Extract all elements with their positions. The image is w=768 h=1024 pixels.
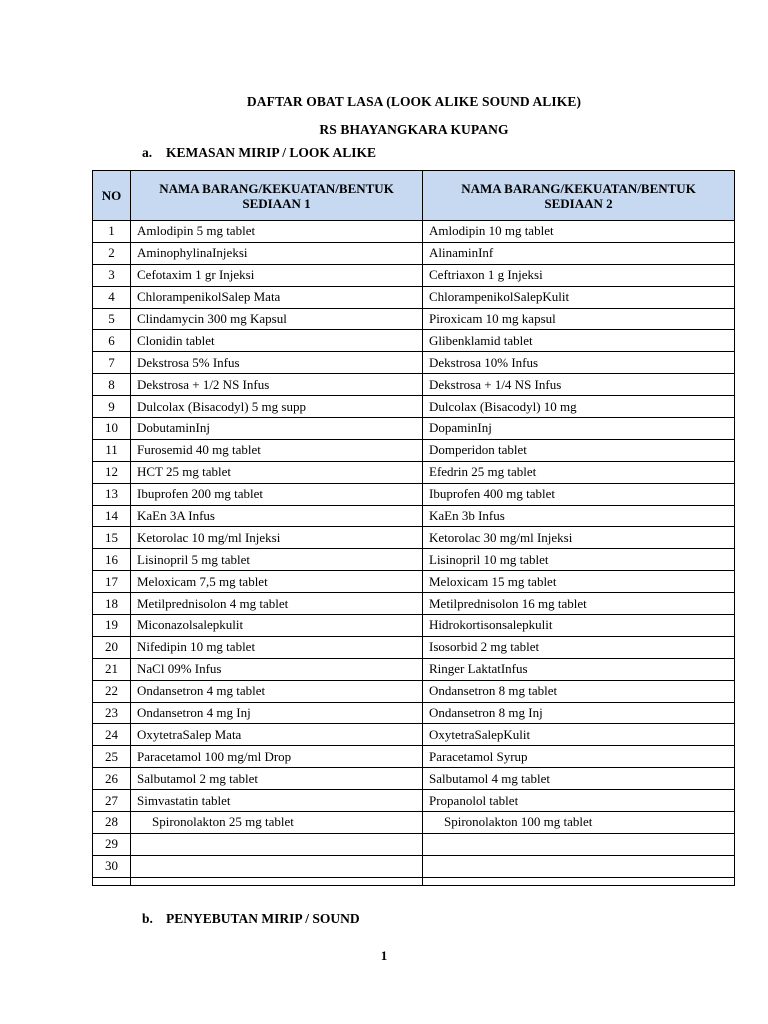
row-number: 9 <box>93 396 131 418</box>
item-name-2: Salbutamol 4 mg tablet <box>423 768 735 790</box>
item-name-1: Metilprednisolon 4 mg tablet <box>131 593 423 615</box>
item-name-2: Isosorbid 2 mg tablet <box>423 636 735 658</box>
item-name-1: Lisinopril 5 mg tablet <box>131 549 423 571</box>
item-name-1: NaCl 09% Infus <box>131 658 423 680</box>
page-number: 1 <box>380 948 388 963</box>
row-number: 18 <box>93 593 131 615</box>
item-name-1: ChlorampenikolSalep Mata <box>131 286 423 308</box>
header-no: NO <box>93 171 131 221</box>
table-row <box>93 352 735 374</box>
table-row <box>93 658 735 680</box>
table-row <box>93 374 735 396</box>
document-title: DAFTAR OBAT LASA (LOOK ALIKE SOUND ALIKE) <box>246 94 582 109</box>
section-a-heading <box>142 145 376 161</box>
table-row <box>93 636 735 658</box>
item-name-2: Dekstrosa 10% Infus <box>423 352 735 374</box>
section-a-letter: a. <box>142 145 153 160</box>
item-name-1: Dekstrosa + 1/2 NS Infus <box>131 374 423 396</box>
table-row <box>93 418 735 440</box>
table-row <box>93 702 735 724</box>
table-row <box>93 396 735 418</box>
table-row <box>93 461 735 483</box>
item-name-1: Furosemid 40 mg tablet <box>131 439 423 461</box>
item-name-1: Miconazolsalepkulit <box>131 615 423 637</box>
table-row <box>93 549 735 571</box>
row-number: 7 <box>93 352 131 374</box>
item-name-2: ChlorampenikolSalepKulit <box>423 286 735 308</box>
item-name-1: Ondansetron 4 mg Inj <box>131 702 423 724</box>
row-number: 24 <box>93 724 131 746</box>
item-name-1: HCT 25 mg tablet <box>131 461 423 483</box>
item-name-1: Nifedipin 10 mg tablet <box>131 636 423 658</box>
item-name-1: Dekstrosa 5% Infus <box>131 352 423 374</box>
item-name-1: Clonidin tablet <box>131 330 423 352</box>
row-number: 10 <box>93 418 131 440</box>
item-name-2: Hidrokortisonsalepkulit <box>423 615 735 637</box>
header-col2: NAMA BARANG/KEKUATAN/BENTUK SEDIAAN 2 <box>423 171 735 221</box>
table-row <box>93 746 735 768</box>
table-row <box>93 264 735 286</box>
item-name-1: Clindamycin 300 mg Kapsul <box>131 308 423 330</box>
item-name-1: Simvastatin tablet <box>131 790 423 812</box>
row-number: 4 <box>93 286 131 308</box>
table-row <box>93 833 735 855</box>
item-name-1: Spironolakton 25 mg tablet <box>131 812 423 834</box>
empty-cell <box>131 877 423 885</box>
item-name-2: Glibenklamid tablet <box>423 330 735 352</box>
item-name-2: KaEn 3b Infus <box>423 505 735 527</box>
item-name-2 <box>423 833 735 855</box>
table-row <box>93 330 735 352</box>
item-name-2: Ondansetron 8 mg tablet <box>423 680 735 702</box>
table-row <box>93 812 735 834</box>
item-name-1: Meloxicam 7,5 mg tablet <box>131 571 423 593</box>
item-name-1: DobutaminInj <box>131 418 423 440</box>
row-number: 8 <box>93 374 131 396</box>
row-number: 21 <box>93 658 131 680</box>
table-row <box>93 221 735 243</box>
table-row <box>93 527 735 549</box>
item-name-1: Dulcolax (Bisacodyl) 5 mg supp <box>131 396 423 418</box>
section-b-text: PENYEBUTAN MIRIP / SOUND <box>166 911 360 926</box>
row-number: 2 <box>93 242 131 264</box>
row-number: 25 <box>93 746 131 768</box>
item-name-1: Amlodipin 5 mg tablet <box>131 221 423 243</box>
row-number: 6 <box>93 330 131 352</box>
item-name-2: Amlodipin 10 mg tablet <box>423 221 735 243</box>
item-name-1 <box>131 855 423 877</box>
table-row <box>93 790 735 812</box>
item-name-2: Efedrin 25 mg tablet <box>423 461 735 483</box>
item-name-2: Propanolol tablet <box>423 790 735 812</box>
section-b-letter: b. <box>142 911 153 926</box>
row-number: 29 <box>93 833 131 855</box>
table-row <box>93 768 735 790</box>
item-name-2 <box>423 855 735 877</box>
item-name-1: Ondansetron 4 mg tablet <box>131 680 423 702</box>
row-number: 11 <box>93 439 131 461</box>
item-name-1: OxytetraSalep Mata <box>131 724 423 746</box>
section-b-heading <box>142 911 360 927</box>
item-name-2: Ibuprofen 400 mg tablet <box>423 483 735 505</box>
row-number: 26 <box>93 768 131 790</box>
row-number: 16 <box>93 549 131 571</box>
item-name-2: Ondansetron 8 mg Inj <box>423 702 735 724</box>
table-row <box>93 286 735 308</box>
row-number: 12 <box>93 461 131 483</box>
table-row <box>93 680 735 702</box>
item-name-2: Ketorolac 30 mg/ml Injeksi <box>423 527 735 549</box>
document-subtitle: RS BHAYANGKARA KUPANG <box>319 122 509 137</box>
item-name-1: KaEn 3A Infus <box>131 505 423 527</box>
table-header-row <box>93 171 735 221</box>
item-name-2: Dekstrosa + 1/4 NS Infus <box>423 374 735 396</box>
table-row <box>93 724 735 746</box>
item-name-2: Lisinopril 10 mg tablet <box>423 549 735 571</box>
table-row <box>93 242 735 264</box>
empty-cell <box>423 877 735 885</box>
row-number: 23 <box>93 702 131 724</box>
row-number: 5 <box>93 308 131 330</box>
item-name-1: Ketorolac 10 mg/ml Injeksi <box>131 527 423 549</box>
row-number: 19 <box>93 615 131 637</box>
row-number: 3 <box>93 264 131 286</box>
row-number: 28 <box>93 812 131 834</box>
item-name-1: Salbutamol 2 mg tablet <box>131 768 423 790</box>
item-name-2: Dulcolax (Bisacodyl) 10 mg <box>423 396 735 418</box>
table-row-empty <box>93 877 735 885</box>
row-number: 13 <box>93 483 131 505</box>
item-name-1 <box>131 833 423 855</box>
row-number: 1 <box>93 221 131 243</box>
item-name-2: Meloxicam 15 mg tablet <box>423 571 735 593</box>
row-number: 15 <box>93 527 131 549</box>
item-name-2: Paracetamol Syrup <box>423 746 735 768</box>
table-row <box>93 505 735 527</box>
row-number: 27 <box>93 790 131 812</box>
row-number: 30 <box>93 855 131 877</box>
item-name-2: Piroxicam 10 mg kapsul <box>423 308 735 330</box>
table-row <box>93 483 735 505</box>
item-name-2: OxytetraSalepKulit <box>423 724 735 746</box>
item-name-2: Domperidon tablet <box>423 439 735 461</box>
table-row <box>93 439 735 461</box>
section-a-text: KEMASAN MIRIP / LOOK ALIKE <box>166 145 377 160</box>
table-row <box>93 615 735 637</box>
item-name-1: Cefotaxim 1 gr Injeksi <box>131 264 423 286</box>
table-row <box>93 593 735 615</box>
row-number: 22 <box>93 680 131 702</box>
table-row <box>93 855 735 877</box>
item-name-1: AminophylinaInjeksi <box>131 242 423 264</box>
empty-cell <box>93 877 131 885</box>
row-number: 20 <box>93 636 131 658</box>
table-row <box>93 571 735 593</box>
row-number: 17 <box>93 571 131 593</box>
item-name-2: DopaminInj <box>423 418 735 440</box>
item-name-2: AlinaminInf <box>423 242 735 264</box>
item-name-1: Paracetamol 100 mg/ml Drop <box>131 746 423 768</box>
item-name-1: Ibuprofen 200 mg tablet <box>131 483 423 505</box>
item-name-2: Ceftriaxon 1 g Injeksi <box>423 264 735 286</box>
item-name-2: Spironolakton 100 mg tablet <box>423 812 735 834</box>
item-name-2: Metilprednisolon 16 mg tablet <box>423 593 735 615</box>
row-number: 14 <box>93 505 131 527</box>
header-col1: NAMA BARANG/KEKUATAN/BENTUK SEDIAAN 1 <box>131 171 423 221</box>
lasa-table <box>92 170 735 886</box>
table-row <box>93 308 735 330</box>
item-name-2: Ringer LaktatInfus <box>423 658 735 680</box>
